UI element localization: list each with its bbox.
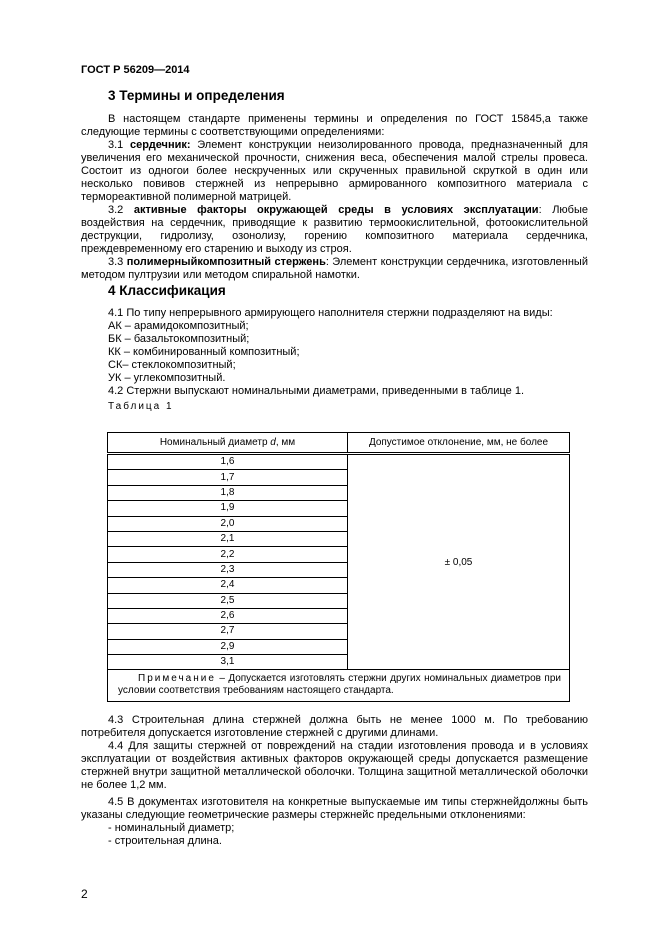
diameter-cell: 1,6 (108, 454, 348, 470)
diameter-cell: 1,8 (108, 485, 348, 500)
diameter-cell: 2,7 (108, 624, 348, 639)
type-item: БК – базальтокомпозитный; (108, 333, 250, 345)
diameter-cell: 2,4 (108, 578, 348, 593)
section-4-1-list (108, 307, 588, 398)
table-header-row (108, 433, 570, 454)
section-3-body (81, 113, 588, 282)
dim-item: - строительная длина. (108, 835, 222, 847)
para-4-2: 4.2 Стержни выпускают номинальными диаметрами, приведенными в таблице 1. (108, 385, 525, 397)
type-item: УК – углекомпозитный. (108, 372, 226, 384)
table-caption: Таблица 1 (108, 401, 174, 412)
term-3-2: 3.2 активные факторы окружающей среды в условиях эксплуатации: Любые воздействия на сердечник, приводящие к развитию термоокислительной, фотоокислительной деструкции, гидролизу, озонолизу, горению композитного материала сердечника, преждевременному его старению и выходу из строя. (81, 204, 588, 255)
page-number: 2 (81, 887, 88, 901)
diameter-cell: 2,6 (108, 608, 348, 623)
para-4-3: 4.3 Строительная длина стержней должна быть не менее 1000 м. По требованию потребителя допускается изготовление стержней с другими длинами. (81, 714, 588, 739)
table-row (108, 454, 570, 470)
diameter-cell: 1,9 (108, 501, 348, 516)
dim-item: - номинальный диаметр; (108, 822, 235, 834)
section-4-title: 4 Классификация (108, 283, 226, 298)
diameter-table (107, 432, 570, 702)
diameter-cell: 2,5 (108, 593, 348, 608)
table-header: Допустимое отклонение, мм, не более (348, 433, 570, 454)
tolerance-cell: ± 0,05 (348, 454, 570, 670)
diameter-cell: 2,0 (108, 516, 348, 531)
para-4-5: 4.5 В документах изготовителя на конкретные выпускаемые им типы стержнейдолжны быть указаны следующие геометрические размеры стержнейс предельными отклонениями: (81, 796, 588, 821)
table-note-row (108, 670, 570, 702)
type-item: АК – арамидокомпозитный; (108, 320, 249, 332)
term-3-1: 3.1 сердечник: Элемент конструкции неизолированного провода, предназначенный для увеличения его механической прочности, снижения веса, обеспечения малой стрелы провеса. Состоит из одногои более нескрученных или скрученных правильной скруткой в один или несколько повивов стержней из непрерывно армированного композитного материала с термореактивной полимерной матрицей. (81, 139, 588, 203)
diameter-cell: 2,9 (108, 639, 348, 654)
diameter-cell: 2,1 (108, 531, 348, 546)
table-note: Примечание – Допускается изготовлять стержни других номинальных диаметров при условии соответствия требованиям настоящего стандарта. (108, 670, 570, 702)
diameter-cell: 3,1 (108, 655, 348, 670)
document-header: ГОСТ Р 56209—2014 (81, 64, 190, 76)
section-3-title: 3 Термины и определения (108, 88, 285, 103)
type-item: КК – комбинированный композитный; (108, 346, 300, 358)
type-item: СК– стеклокомпозитный; (108, 359, 236, 371)
term-3-3: 3.3 полимерныйкомпозитный стержень: Элемент конструкции сердечника, изготовленный методом пултрузии или методом спиральной намотки. (81, 256, 588, 281)
table-header: Номинальный диаметр d, мм (108, 433, 348, 454)
diameter-cell: 2,2 (108, 547, 348, 562)
diameter-cell: 1,7 (108, 470, 348, 485)
diameter-cell: 2,3 (108, 562, 348, 577)
para-4-4: 4.4 Для защиты стержней от повреждений на стадии изготовления провода и в условиях эксплуатации от воздействия активных факторов окружающей среды допускается размещение стержней внутри защитной металлической оболочки. Толщина защитной металлической оболочки не более 1,2 мм. (81, 740, 588, 791)
section-4-body (81, 714, 588, 848)
section-3-intro: В настоящем стандарте применены термины и определения по ГОСТ 15845,а также следующие термины с соответствующими определениями: (81, 113, 588, 138)
para-4-1: 4.1 По типу непрерывного армирующего наполнителя стержни подразделяют на виды: (108, 307, 553, 319)
